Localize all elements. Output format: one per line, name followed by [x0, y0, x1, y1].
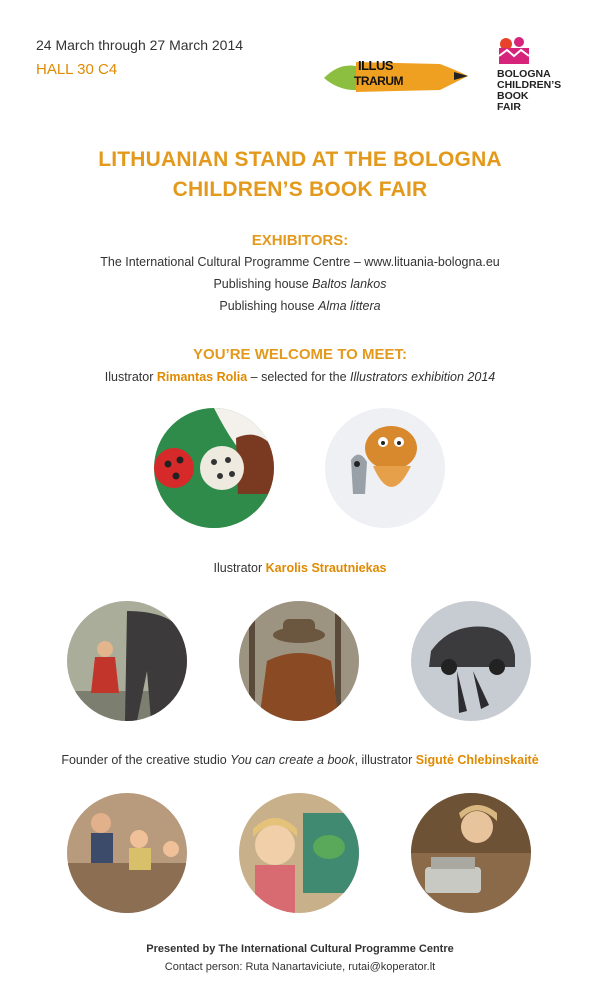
bologna-fair-logo	[497, 36, 577, 120]
meet-heading: YOU’RE WELCOME TO MEET:	[193, 346, 407, 363]
rolia-prefix: Ilustrator	[104, 370, 157, 384]
rolia-line	[0, 370, 600, 384]
strautniekas-illustration-elephant	[67, 601, 187, 721]
rolia-middle: – selected for the	[247, 370, 351, 384]
publisher-name: Baltos lankos	[312, 277, 387, 291]
exhibitor-prefix: Publishing house	[219, 299, 319, 313]
hall-location: HALL 30 C4	[36, 61, 118, 78]
illustrarum-logo-line1: ILLUS	[358, 58, 394, 73]
strautniekas-name: Karolis Strautniekas	[265, 561, 387, 575]
title-line2: CHILDREN’S BOOK FAIR	[172, 178, 428, 201]
fair-logo-line2: CHILDREN’S	[497, 79, 562, 91]
workshop-photo-girl	[239, 793, 359, 913]
fair-logo-line1: BOLOGNA	[497, 68, 551, 80]
exhibitor-baltos-lankos	[0, 277, 600, 291]
chlebinskaite-middle: , illustrator	[354, 753, 416, 767]
contact-person: Contact person: Ruta Nanartaviciute, rutai@koperator.lt	[164, 961, 436, 973]
title-line1: LITHUANIAN STAND AT THE BOLOGNA	[98, 148, 502, 171]
illustrarum-logo	[322, 56, 472, 96]
exhibitor-prefix: Publishing house	[213, 277, 313, 291]
rolia-illustration-monsters	[325, 408, 445, 528]
workshop-photo-children	[67, 793, 187, 913]
strautniekas-line	[0, 561, 600, 575]
rolia-illustration-ladybug	[154, 408, 274, 528]
strautniekas-illustration-man-in-hat	[239, 601, 359, 721]
exhibitors-heading: EXHIBITORS:	[251, 232, 349, 249]
page-title	[0, 145, 600, 205]
exhibitor-alma-littera	[0, 299, 600, 313]
presented-by: Presented by The International Cultural Programme Centre	[146, 943, 454, 955]
event-dates: 24 March through 27 March 2014	[36, 37, 244, 53]
exhibitor-icpc: The International Cultural Programme Centre – www.lituania-bologna.eu	[100, 255, 500, 269]
fair-logo-icon	[497, 36, 537, 68]
rolia-exhibition: Illustrators exhibition 2014	[350, 370, 496, 384]
rolia-name: Rimantas Rolia	[156, 370, 248, 384]
fair-logo-line4: FAIR	[497, 101, 521, 113]
illustrarum-logo-line2: TRARUM	[354, 74, 403, 88]
studio-name: You can create a book	[230, 753, 355, 767]
fair-logo-line3: BOOK	[497, 90, 529, 102]
workshop-photo-typewriter	[411, 793, 531, 913]
chlebinskaite-line	[0, 753, 600, 767]
chlebinskaite-name: Sigutė Chlebinskaitė	[415, 753, 539, 767]
chlebinskaite-prefix: Founder of the creative studio	[61, 753, 231, 767]
publisher-name: Alma littera	[318, 299, 381, 313]
strautniekas-illustration-car	[411, 601, 531, 721]
strautniekas-prefix: Ilustrator	[213, 561, 266, 575]
